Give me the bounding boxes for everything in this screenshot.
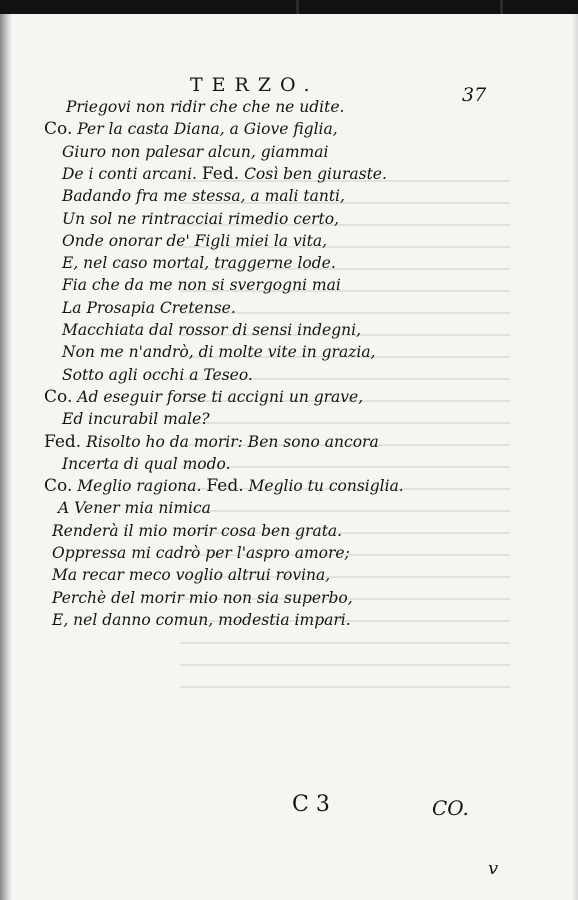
verse-line-text: Meglio tu consiglia. <box>248 477 404 496</box>
page-gutter-shadow <box>0 14 12 900</box>
speaker-label: Fed. <box>206 476 244 497</box>
verse-line-text: Un sol ne rintracciai rimedio certo, <box>62 209 340 228</box>
verse-line-text: Renderà il mio morir cosa ben grata. <box>52 521 343 540</box>
page-number: 37 <box>462 84 487 106</box>
running-head: TERZO. <box>190 74 319 96</box>
verse-line-text: E, nel caso mortal, traggerne lode. <box>62 254 336 273</box>
verse-line <box>62 165 387 183</box>
verse-line <box>62 410 210 428</box>
verse-line <box>62 210 339 228</box>
scan-top-border <box>0 0 578 14</box>
verse-line <box>58 499 211 517</box>
verse-line <box>62 143 328 161</box>
verse-line <box>44 477 404 495</box>
verse-line-text: Oppressa mi cadrò per l'aspro amore; <box>52 544 350 562</box>
verse-line-text: Ad eseguir forse ti accigni un grave, <box>77 387 364 406</box>
verse-line-text: Incerta di qual modo. <box>62 454 231 473</box>
verse-line-text: A Vener mia nimica <box>58 499 211 518</box>
speaker-label: Co. <box>44 119 73 140</box>
corner-mark: v <box>488 858 499 879</box>
verse-line-text: De i conti arcani. <box>62 164 197 183</box>
verse-line-text: Badando fra me stessa, a mali tanti, <box>62 187 345 206</box>
verse-line <box>52 566 330 584</box>
verse-line <box>62 187 345 205</box>
verse-line <box>62 321 361 339</box>
verse-line-text: Perchè del morir mio non sia superbo, <box>52 588 353 607</box>
verse-line-text: Risolto ho da morir: Ben sono ancora <box>86 432 379 451</box>
verse-line <box>44 433 379 451</box>
speaker-label: Co. <box>44 476 73 497</box>
verse-line-text: Meglio ragiona. <box>77 477 202 496</box>
speaker-label: Co. <box>44 386 73 407</box>
verse-line-text: Macchiata dal rossor di sensi indegni, <box>62 321 361 339</box>
speaker-label: Fed. <box>44 431 82 452</box>
speaker-label: Fed. <box>201 163 240 184</box>
verse-line <box>62 455 231 473</box>
verse-line-text: Giuro non palesar alcun, giammai <box>62 142 329 161</box>
verse-line-text: La Prosapia Cretense. <box>62 298 236 317</box>
verse-line <box>62 299 236 317</box>
verse-line-text: Priegovi non ridir che che ne udite. <box>66 98 345 116</box>
verse-line-text: E, nel danno comun, modestia impari. <box>52 610 351 629</box>
verse-line-text: Ma recar meco voglio altrui rovina, <box>52 566 331 585</box>
catchword: CO. <box>432 796 469 820</box>
verse-line-text: Ed incurabil male? <box>62 410 210 429</box>
verse-line-text: Sotto agli occhi a Teseo. <box>62 365 253 384</box>
verse-line <box>52 589 353 607</box>
verse-line <box>62 232 327 250</box>
verse-line <box>62 254 336 272</box>
verse-line <box>62 276 341 294</box>
verse-line <box>66 98 344 116</box>
verse-line-text: Così ben giuraste. <box>244 164 387 183</box>
page-edge <box>572 14 578 900</box>
verse-line-text: Fia che da me non si svergogni mai <box>62 276 341 295</box>
verse-line <box>52 611 351 629</box>
verse-line <box>44 120 338 138</box>
signature-mark: C 3 <box>292 792 330 817</box>
verse-line-text: Non me n'andrò, di molte vite in grazia, <box>62 343 376 362</box>
verse-line <box>62 366 253 384</box>
verse-line-text: Per la casta Diana, a Giove figlia, <box>77 120 338 139</box>
verse-line <box>52 544 350 562</box>
verse-line <box>62 343 375 361</box>
verse-line <box>52 522 342 540</box>
verse-line <box>44 388 363 406</box>
verse-line-text: Onde onorar de' Figli miei la vita, <box>62 231 328 250</box>
